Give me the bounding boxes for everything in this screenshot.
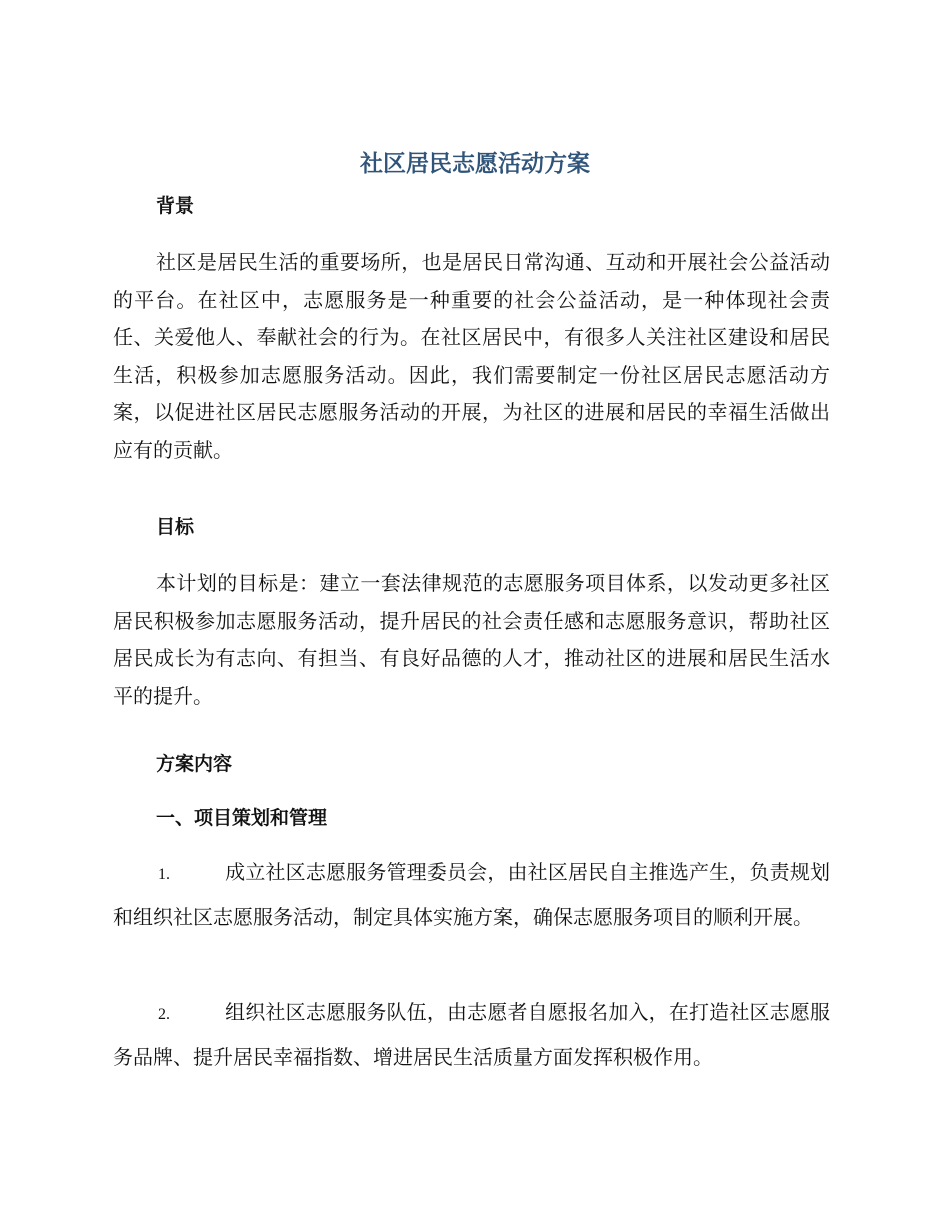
list-item-number: 1. [158,866,170,883]
paragraph-goal: 本计划的目标是：建立一套法律规范的志愿服务项目体系，以发动更多社区居民积极参加志愿服务活动，提升居民的社会责任感和志愿服务意识，帮助社区居民成长为有志向、有担当、有良好品德的人才，推动社区的进展和居民生活水平的提升。 [113,571,830,708]
paragraph-background: 社区是居民生活的重要场所，也是居民日常沟通、互动和开展社会公益活动的平台。在社区中，志愿服务是一种重要的社会公益活动，是一种体现社会责任、关爱他人、奉献社会的行为。在社区居民中，有很多人关注社区建设和居民生活，积极参加志愿服务活动。因此，我们需要制定一份社区居民志愿活动方案，以促进社区居民志愿服务活动的开展，为社区的进展和居民的幸福生活做出应有的贡献。 [113,250,830,462]
subsection-heading-planning: 一、项目策划和管理 [156,807,328,829]
section-heading-goal: 目标 [156,516,195,538]
document-title: 社区居民志愿活动方案 [360,151,590,177]
list-item [113,851,830,939]
list-item-number: 2. [158,1006,170,1023]
list-item-text: 组织社区志愿服务队伍，由志愿者自愿报名加入，在打造社区志愿服务品牌、提升居民幸福指数、增进居民生活质量方面发挥积极作用。 [113,1000,830,1069]
section-heading-content: 方案内容 [156,753,233,775]
list-item [113,991,830,1079]
list-item-text: 成立社区志愿服务管理委员会，由社区居民自主推选产生，负责规划和组织社区志愿服务活动，制定具体实施方案，确保志愿服务项目的顺利开展。 [113,860,830,929]
section-heading-background: 背景 [156,195,195,217]
